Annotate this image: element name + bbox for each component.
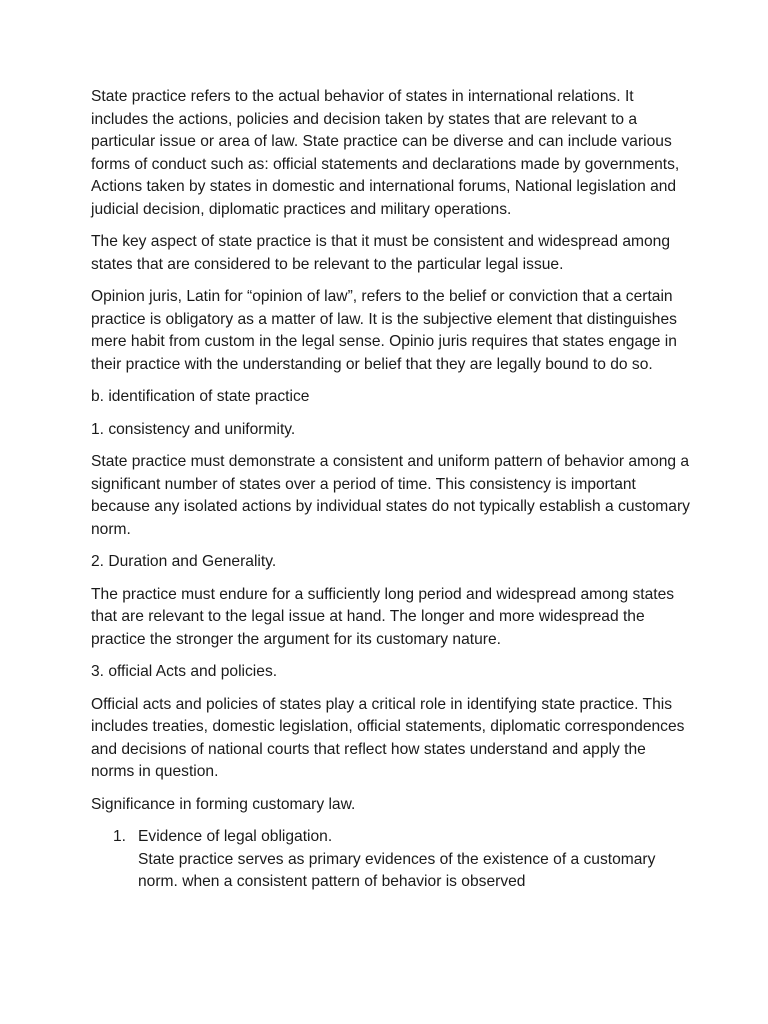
subheading-duration: 2. Duration and Generality. — [91, 553, 277, 570]
paragraph-state-practice-definition: State practice refers to the actual behavior of states in international relations. It includes the actions, policies and decision taken by states that are relevant to a particular issue or area of law. State practice can be diverse and can include various forms of conduct such as: official statements and declarations made by governments, Actions taken by states in domestic and international forums, National legislation and judicial decision, diplomatic practices and military operations. — [91, 88, 680, 218]
subheading-consistency: 1. consistency and uniformity. — [91, 420, 296, 438]
section-heading-significance: Significance in forming customary law. — [91, 795, 356, 813]
list-item-body: State practice serves as primary evidences of the existence of a customary norm. when a consistent pattern of behavior is observed — [138, 850, 656, 890]
subheading-official-acts: 3. official Acts and policies. — [91, 663, 278, 680]
numbered-list — [91, 826, 691, 894]
section-heading-identification: b. identification of state practice — [91, 388, 310, 405]
document-body — [91, 86, 691, 894]
list-item-number: 1. — [113, 828, 127, 845]
paragraph-duration: The practice must endure for a sufficiently long period and widespread among states that are relevant to the legal issue at hand. The longer and more widespread the practice the stronger the argument for its customary nature. — [91, 585, 675, 648]
paragraph-official-acts: Official acts and policies of states play a critical role in identifying state practice. This includes treaties, domestic legislation, official statements, diplomatic correspondences and decisions of national courts that reflect how states understand and apply the norms in question. — [91, 695, 685, 780]
list-item — [91, 826, 691, 894]
paragraph-opinio-juris: Opinion juris, Latin for “opinion of law”, refers to the belief or conviction that a certain practice is obligatory as a matter of law. It is the subjective element that distinguishes mere habit from custom in the legal sense. Opinio juris requires that states engage in their practice with the understanding or belief that they are legally bound to do so. — [91, 288, 677, 373]
list-item-title: Evidence of legal obligation. — [138, 828, 333, 845]
paragraph-key-aspect: The key aspect of state practice is that it must be consistent and widespread among states that are considered to be relevant to the particular legal issue. — [91, 233, 671, 273]
paragraph-consistency: State practice must demonstrate a consistent and uniform pattern of behavior among a significant number of states over a period of time. This consistency is important because any isolated actions by individual states do not typically establish a customary norm. — [91, 453, 690, 538]
